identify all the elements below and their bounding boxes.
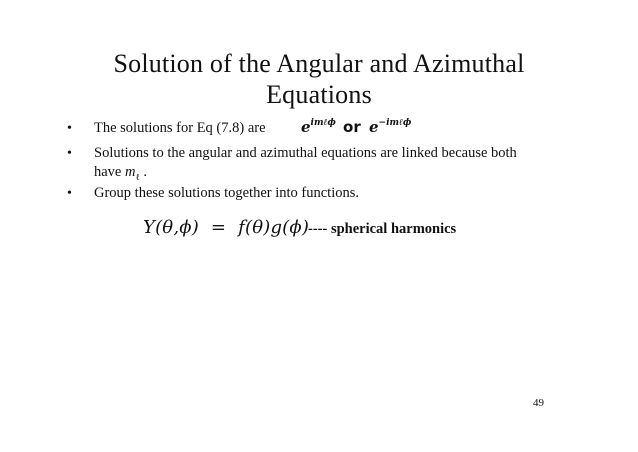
l-subscript: ℓ — [135, 171, 140, 182]
inline-equation — [301, 117, 411, 136]
bullet-text-suffix: . — [139, 164, 148, 180]
bullet-marker: • — [67, 121, 72, 136]
page-number: 49 — [533, 397, 544, 409]
equation-equals: = — [210, 217, 227, 238]
eq-term2-base: e — [368, 118, 379, 136]
eq-term2-exponent: −imℓϕ — [378, 118, 412, 128]
bullet-text-prefix: have — [94, 164, 125, 180]
bullet-marker: • — [67, 146, 72, 161]
bullet-text: Group these solutions together into functions. — [94, 185, 359, 201]
m-variable: m — [125, 164, 136, 180]
eq-joiner: or — [343, 118, 361, 136]
bullet-text-line-1: Solutions to the angular and azimuthal equations are linked because both — [94, 145, 517, 161]
spherical-harmonics-equation — [143, 217, 309, 238]
bullet-marker: • — [67, 186, 72, 201]
eq-term1-exponent: imℓϕ — [310, 118, 336, 128]
equation-lhs: Y(θ,ϕ) — [143, 217, 199, 238]
slide-title-line-1: Solution of the Angular and Azimuthal — [113, 49, 525, 78]
bullet-text: The solutions for Eq (7.8) are — [94, 120, 266, 136]
equation-rhs: f(θ)g(ϕ) — [238, 217, 310, 238]
m-l-variable — [125, 164, 140, 180]
spherical-harmonics-label: ---- spherical harmonics — [308, 221, 457, 237]
eq-term1-base: e — [301, 118, 311, 136]
slide-title-line-2: Equations — [266, 80, 372, 109]
